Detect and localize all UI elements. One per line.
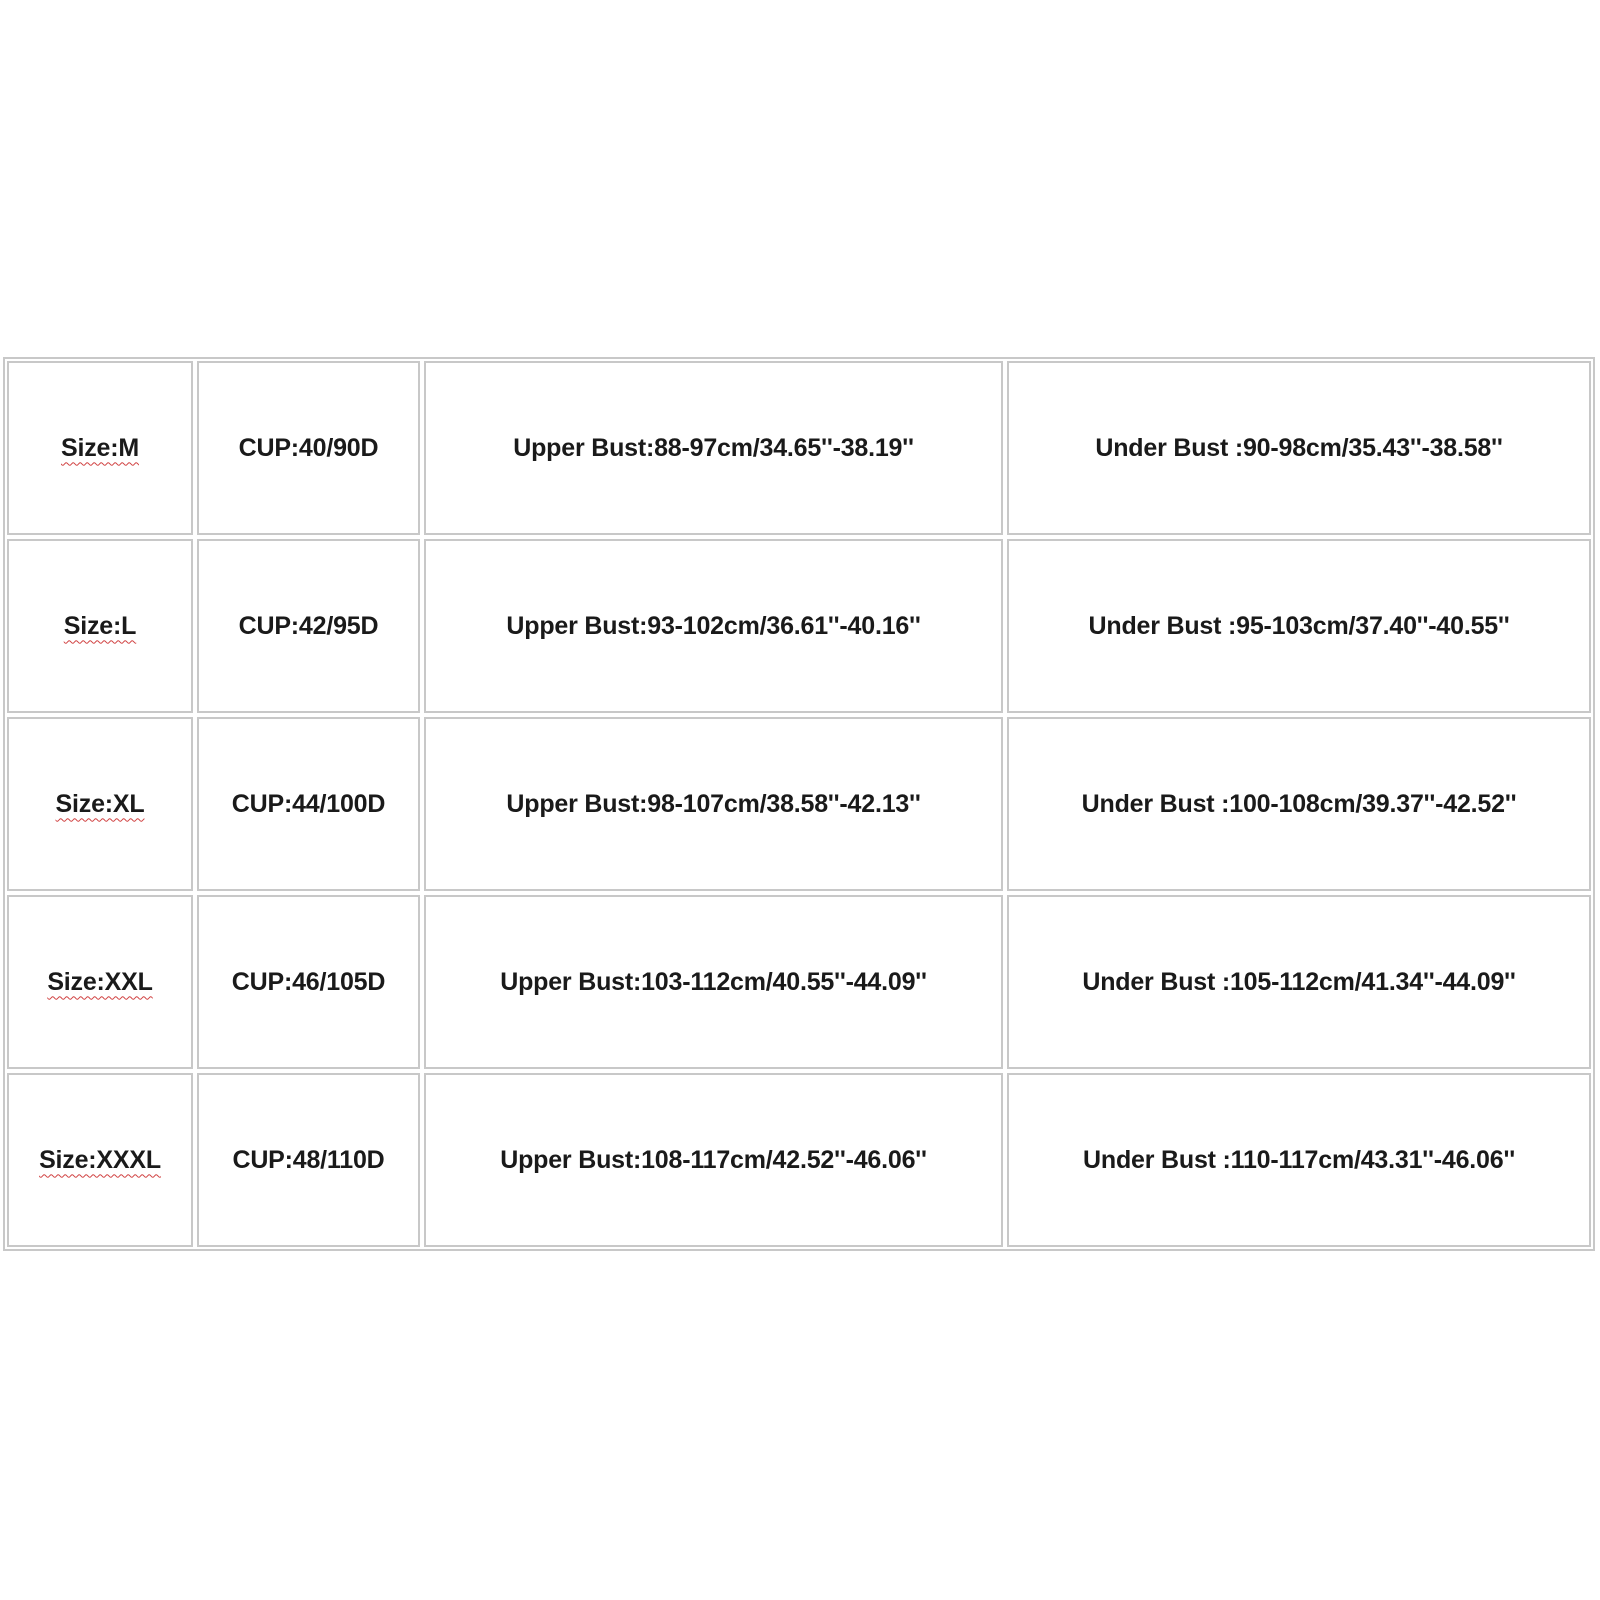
size-label: Size:L: [63, 611, 137, 640]
cup-cell: CUP:40/90D: [197, 361, 420, 535]
size-cell: [7, 539, 193, 713]
size-cell: [7, 717, 193, 891]
table-row: [7, 717, 1591, 891]
under-bust-cell: Under Bust :95-103cm/37.40''-40.55'': [1007, 539, 1591, 713]
size-label: Size:XL: [55, 789, 145, 818]
upper-bust-cell: Upper Bust:93-102cm/36.61''-40.16'': [424, 539, 1003, 713]
cup-cell: CUP:44/100D: [197, 717, 420, 891]
size-label: Size:XXXL: [39, 1145, 161, 1174]
cup-cell: CUP:46/105D: [197, 895, 420, 1069]
under-bust-cell: Under Bust :100-108cm/39.37''-42.52'': [1007, 717, 1591, 891]
size-cell: [7, 361, 193, 535]
size-cell: [7, 1073, 193, 1247]
table-row: [7, 539, 1591, 713]
under-bust-cell: Under Bust :110-117cm/43.31''-46.06'': [1007, 1073, 1591, 1247]
table-row: [7, 1073, 1591, 1247]
under-bust-cell: Under Bust :105-112cm/41.34''-44.09'': [1007, 895, 1591, 1069]
under-bust-cell: Under Bust :90-98cm/35.43''-38.58'': [1007, 361, 1591, 535]
table-row: [7, 361, 1591, 535]
upper-bust-cell: Upper Bust:88-97cm/34.65''-38.19'': [424, 361, 1003, 535]
upper-bust-cell: Upper Bust:108-117cm/42.52''-46.06'': [424, 1073, 1003, 1247]
size-cell: [7, 895, 193, 1069]
size-label: Size:M: [61, 433, 139, 462]
cup-cell: CUP:42/95D: [197, 539, 420, 713]
size-chart-table: [3, 357, 1595, 1251]
size-label: Size:XXL: [47, 967, 153, 996]
table-row: [7, 895, 1591, 1069]
upper-bust-cell: Upper Bust:103-112cm/40.55''-44.09'': [424, 895, 1003, 1069]
upper-bust-cell: Upper Bust:98-107cm/38.58''-42.13'': [424, 717, 1003, 891]
cup-cell: CUP:48/110D: [197, 1073, 420, 1247]
